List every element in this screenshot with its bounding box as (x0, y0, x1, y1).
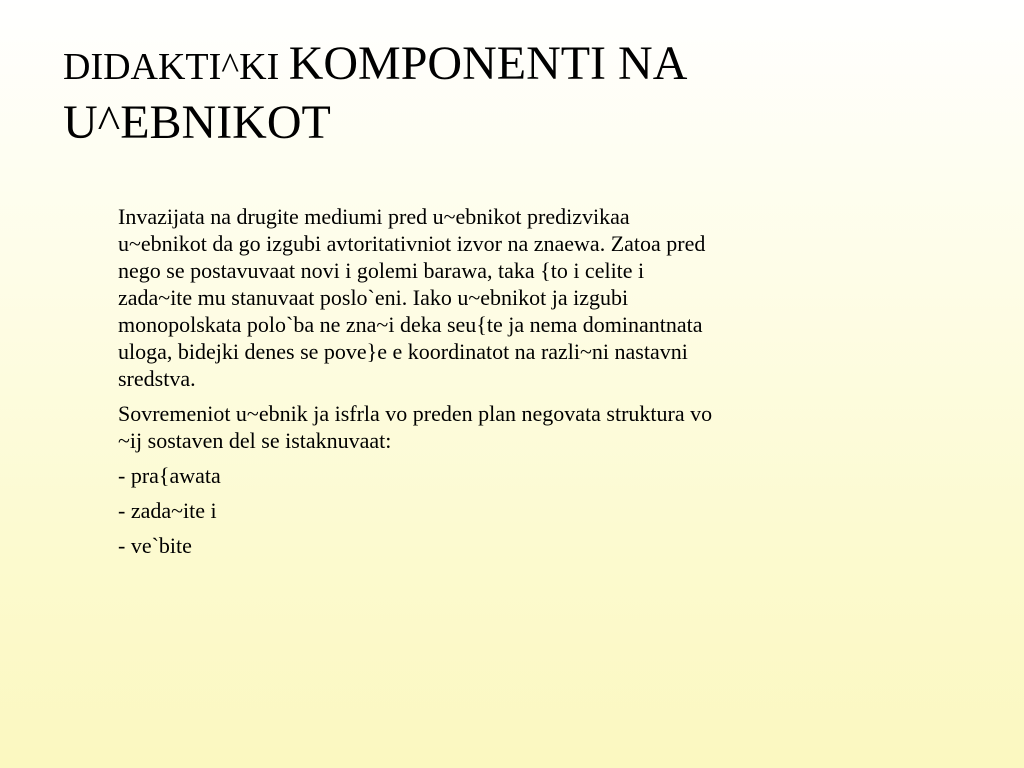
list-item: - ve`bite (118, 533, 192, 558)
paragraph-2-line: Sovremeniot u~ebnik ja isfrla vo preden plan negovata struktura vo (118, 401, 713, 426)
paragraph-1-line: nego se postavuvaat novi i golemi barawa, taka {to i celite i (118, 258, 645, 283)
paragraph-1-line: Invazijata na drugite mediumi pred u~ebnikot predizvikaa (118, 204, 630, 229)
list-item: - pra{awata (118, 463, 221, 488)
paragraph-1-line: sredstva. (118, 366, 196, 391)
slide-body (118, 203, 918, 567)
slide-title (63, 36, 943, 151)
slide-title-part1: DIDAKTI^KI (63, 46, 289, 88)
slide-title-line2: U^EBNIKOT (63, 96, 331, 149)
paragraph-1 (118, 203, 918, 392)
slide-title-part2: KOMPONENTI NA (288, 37, 688, 90)
paragraph-1-line: u~ebnikot da go izgubi avtoritativniot izvor na znaewa. Zatoa pred (118, 231, 706, 256)
list-item: - zada~ite i (118, 498, 217, 523)
paragraph-1-line: monopolskata polo`ba ne zna~i deka seu{te ja nema dominantnata (118, 312, 703, 337)
paragraph-2-line: ~ij sostaven del se istaknuvaat: (118, 428, 392, 453)
paragraph-2 (118, 400, 918, 454)
paragraph-1-line: zada~ite mu stanuvaat poslo`eni. Iako u~ebnikot ja izgubi (118, 285, 629, 310)
paragraph-1-line: uloga, bidejki denes se pove}e e koordinatot na razli~ni nastavni (118, 339, 688, 364)
